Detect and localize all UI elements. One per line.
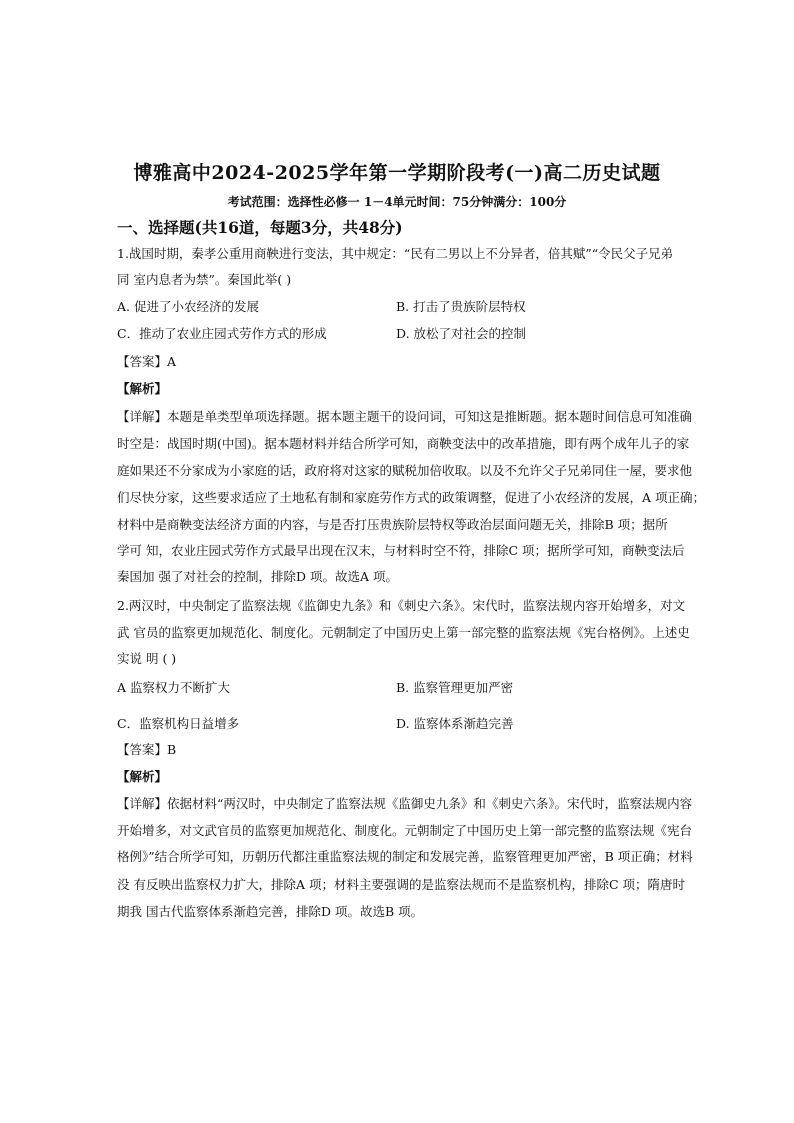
q2-stem-line: 武 官员的监察更加规范化、制度化。元朝制定了中国历史上第一部完整的监察法规《宪台格例》。上述史 [117,625,690,640]
q1-detail-line: 秦国加 强了对社会的控制，排除D 项。故选A 项。 [117,569,398,584]
exam-subtitle: 考试范围：选择性必修一 1－4单元时间：75分钟满分：100分 [227,195,567,209]
q1-detail-line: 们尽快分家，这些要求适应了土地私有制和家庭劳作方式的政策调整，促进了小农经济的发展，A 项正确； [117,490,706,505]
q2-option-b: B. 监察管理更加严密 [396,680,514,695]
q2-stem-line: 2.两汉时，中央制定了监察法规《监御史九条》和《刺史六条》。宋代时，监察法规内容开始增多，对文 [117,598,686,613]
q2-analysis-label: 【解析】 [117,769,168,784]
q1-option-c: C．推动了农业庄园式劳作方式的形成 [117,326,327,341]
q2-option-c: C．监察机构日益增多 [117,716,240,731]
exam-title: 博雅高中2024-2025学年第一学期阶段考(一)高二历史试题 [133,162,661,184]
q2-detail-line: 【详解】依据材料“两汉时，中央制定了监察法规《监御史九条》和《刺史六条》。宋代时，监察法规内容 [117,796,693,811]
q1-option-d: D. 放松了对社会的控制 [396,326,527,341]
q2-option-d: D. 监察体系渐趋完善 [396,716,514,731]
q1-analysis-label: 【解析】 [117,381,168,396]
q1-option-a: A. 促进了小农经济的发展 [117,299,259,314]
q2-detail-line: 开始增多，对文武官员的监察更加规范化、制度化。元朝制定了中国历史上第一部完整的监察法规《宪台 [117,823,693,838]
section-heading: 一、选择题(共16道，每题3分，共48分) [117,218,403,237]
q1-detail-line: 学可 知，农业庄园式劳作方式最早出现在汉末，与材料时空不符，排除C 项；据所学可知，商鞅变法后 [117,543,685,558]
q2-answer: 【答案】B [117,742,177,757]
q1-option-b: B. 打击了贵族阶层特权 [396,299,526,314]
q1-answer: 【答案】A [117,354,177,369]
q1-detail-line: 庭如果还不分家成为小家庭的话，政府将对这家的赋税加倍收取。以及不允许父子兄弟同住一屋，要求他 [117,463,693,478]
q2-detail-line: 格例》”结合所学可知，历朝历代都注重监察法规的制定和发展完善，监察管理更加严密，B 项正确；材料 [117,849,693,864]
q1-detail-line: 材料中是商鞅变法经济方面的内容，与是否打压贵族阶层特权等政治层面问题无关，排除B 项；据所 [117,517,668,532]
q1-stem-line: 1.战国时期，秦孝公重用商鞅进行变法，其中规定：“民有二男以上不分异者，倍其赋”“令民父子兄弟 [117,246,674,261]
q1-stem-line: 同 室内息者为禁”。秦国此举( ) [117,272,292,287]
q2-detail-line: 没 有反映出监察权力扩大，排除A 项；材料主要强调的是监察法规而不是监察机构，排除C 项；隋唐时 [117,877,686,892]
q2-option-a: A 监察权力不断扩大 [117,680,231,695]
q2-stem-line: 实说 明 ( ) [117,651,177,666]
q1-detail-line: 【详解】本题是单类型单项选择题。据本题主题干的设问词，可知这是推断题。据本题时间信息可知准确 [117,409,693,424]
q2-detail-line: 期我 国古代监察体系渐趋完善，排除D 项。故选B 项。 [117,904,424,919]
q1-detail-line: 时空是：战国时期(中国)。据本题材料并结合所学可知，商鞅变法中的改革措施，即有两个成年儿子的家 [117,436,690,451]
